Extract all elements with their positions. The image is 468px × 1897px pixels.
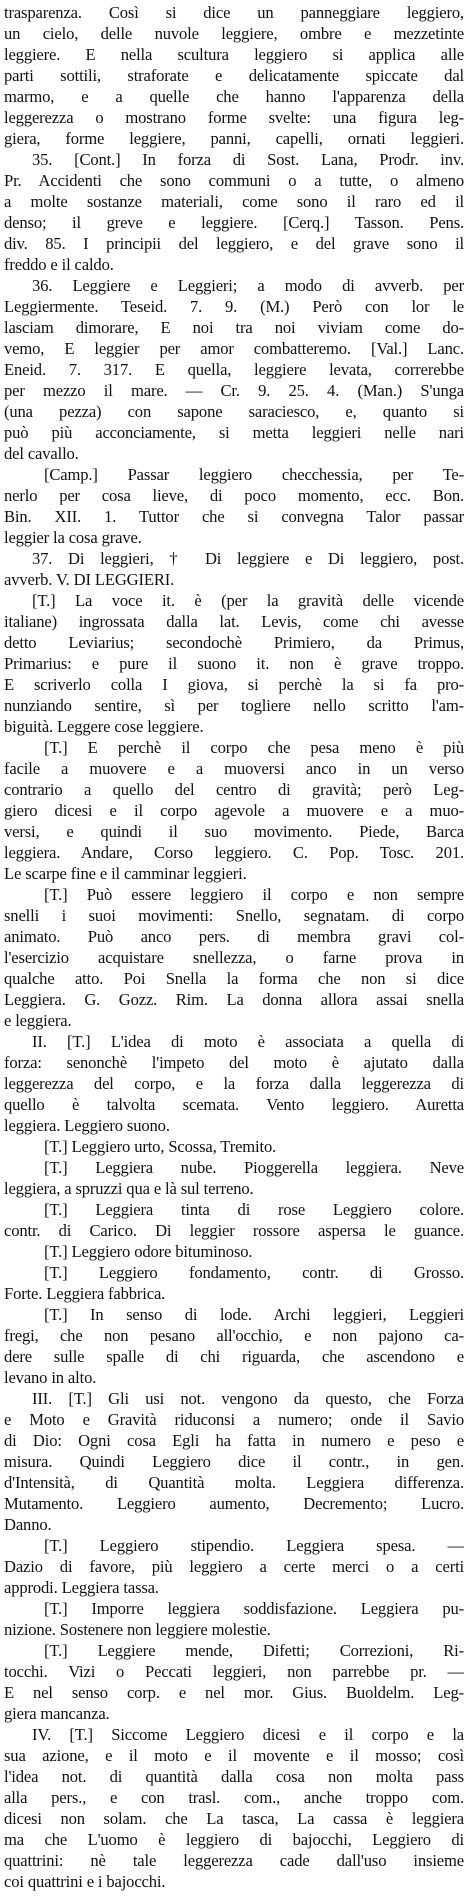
text-line: Bin. XII. 1. Tuttor che si convegna Talor passar: [4, 507, 464, 526]
text-line: leggiera. Andare, Corso leggiero. C. Pop. Tosc. 201.: [4, 843, 464, 862]
text-line: Mutamento. Leggiero aumento, Decremento; Lucro.: [4, 1494, 464, 1513]
text-line: giera mancanza.: [4, 1704, 110, 1723]
text-line: italiane) ingrossata dalla lat. Levis, come chi avesse: [4, 612, 464, 631]
text-line: ma che L'uomo è leggiero di bajocchi, Leggiero di: [4, 1830, 464, 1849]
text-line: misura. Quindi Leggiero dice il contr., in gen.: [4, 1452, 464, 1471]
entry-heading: [T.] Leggiera nube. Pioggerella leggiera. Neve: [44, 1158, 464, 1177]
text-line: leggiera, a spruzzi qua e là sul terreno.: [4, 1179, 254, 1198]
entry-heading: [T.] Leggiero odore bituminoso.: [44, 1242, 253, 1261]
text-line: per mezzo il mare. — Cr. 9. 25. 4. (Man.) S'unga: [4, 381, 464, 400]
text-line: E nel senso corp. e nel mor. Gius. Buoldelm. Leg-: [4, 1683, 464, 1702]
text-line: Pr. Accidenti che sono communi o a tutte, o almeno: [4, 171, 464, 190]
text-line: di Dio: Ogni cosa Egli ha fatta in numero e peso e: [4, 1431, 464, 1450]
text-line: Eneid. 7. 317. E quella, leggiere levata, correrebbe: [4, 360, 464, 379]
text-line: l'esercizio acquistare snellezza, o farne prova in: [4, 948, 464, 967]
entry-heading: [T.] Leggiero urto, Scossa, Tremito.: [44, 1137, 277, 1156]
text-line: nunziando sentire, sì per togliere nello scritto l'am-: [4, 696, 464, 715]
text-line: del cavallo.: [4, 444, 79, 463]
text-line: snelli i suoi movimenti: Snello, segnatam. di corpo: [4, 906, 464, 925]
text-line: facile a muovere e a muoversi anco in un verso: [4, 759, 464, 778]
text-line: trasparenza. Così si dice un panneggiare leggiero,: [4, 3, 464, 22]
text-line: versi, e quindi il suo movimento. Piede, Barca: [4, 822, 464, 841]
text-line: avverb. V. DI LEGGIERI.: [4, 570, 175, 589]
text-line: (una pezza) con sapone saraciesco, e, quanto si: [4, 402, 464, 421]
entry-heading: 35. [Cont.] In forza di Sost. Lana, Prodr. inv.: [32, 150, 464, 169]
text-line: e leggiera.: [4, 1011, 72, 1030]
text-line: forza: senonchè l'impeto del moto è ajutato dalla: [4, 1053, 464, 1072]
text-line: parti sottili, straforate e delicatamente spiccate dal: [4, 66, 464, 85]
entry-heading: [Camp.] Passar leggiero checchessia, per Te-: [44, 465, 464, 484]
text-line: leggier la cosa grave.: [4, 528, 142, 547]
text-line: qualche atto. Poi Snella la forma che non si dice: [4, 969, 464, 988]
text-line: Dazio di favore, più leggiero a certe merci o a certi: [4, 1557, 464, 1576]
text-line: alla pers., e con trasl. com., anche troppo com.: [4, 1788, 464, 1807]
entry-heading: [T.] In senso di lode. Archi leggieri, Leggieri: [44, 1305, 464, 1324]
text-line: marmo, e a quelle che hanno l'apparenza della: [4, 87, 464, 106]
entry-heading: IV. [T.] Siccome Leggiero dicesi e il corpo e la: [32, 1725, 464, 1744]
text-line: div. 85. I principii del leggiero, e del grave sono il: [4, 234, 464, 253]
text-line: leggerezza del corpo, e la forza dalla leggerezza di: [4, 1074, 464, 1093]
entry-heading: [T.] Leggiero fondamento, contr. di Grosso.: [44, 1263, 464, 1282]
text-line: dere sulle spalle di chi riguarda, che ascendono e: [4, 1347, 464, 1366]
text-line: Danno.: [4, 1515, 52, 1534]
text-line: Leggiermente. Teseid. 7. 9. (M.) Però con lor le: [4, 297, 464, 316]
entry-heading: III. [T.] Gli usi not. vengono da questo, che Forza: [32, 1389, 464, 1408]
text-line: nerlo per cosa lieve, di poco momento, ecc. Bon.: [4, 486, 464, 505]
text-line: Primarius: e pure il suono it. non è grave troppo.: [4, 654, 464, 673]
text-line: giero dicesi e il corpo agevole a muovere e a muo-: [4, 801, 464, 820]
text-line: nizione. Sostenere non leggiere molestie.: [4, 1620, 271, 1639]
text-line: denso; il greve e leggiere. [Cerq.] Tasson. Pens.: [4, 213, 464, 232]
text-line: levano in alto.: [4, 1368, 97, 1387]
entry-heading: 37. Di leggieri, † Di leggiere e Di leggiero, post.: [32, 549, 464, 568]
text-line: contrario a quello del centro di gravità; però Leg-: [4, 780, 464, 799]
entry-heading: 36. Leggiere e Leggieri; a modo di avverb. per: [32, 276, 464, 295]
text-line: coi quattrini e i bajocchi.: [4, 1872, 166, 1891]
entry-heading: [T.] E perchè il corpo che pesa meno è più: [44, 738, 464, 757]
entry-heading: II. [T.] L'idea di moto è associata a quella di: [32, 1032, 464, 1051]
text-line: leggiere. E nella scultura leggiero si applica alle: [4, 45, 464, 64]
text-line: può più acconciamente, si metta leggieri nelle nari: [4, 423, 464, 442]
text-line: leggerezza o mostrano forme svelte: una figura leg-: [4, 108, 464, 127]
text-line: contr. di Carico. Di leggier rossore aspersa le guance.: [4, 1221, 464, 1240]
text-line: detto Leviarius; secondochè Primiero, da Primus,: [4, 633, 464, 652]
text-line: E scriverlo colla I giova, si perchè la si fa pro-: [4, 675, 464, 694]
text-line: biguità. Leggere cose leggiere.: [4, 717, 204, 736]
text-line: Le scarpe fine e il camminar leggieri.: [4, 864, 247, 883]
text-line: approdi. Leggiera tassa.: [4, 1578, 159, 1597]
text-line: Forte. Leggiera fabbrica.: [4, 1284, 166, 1303]
entry-heading: [T.] Leggiero stipendio. Leggiera spesa. —: [44, 1536, 464, 1555]
text-line: sua azione, e il moto e il movente e il mosso; così: [4, 1746, 464, 1765]
text-line: giera, forme leggiere, panni, capelli, ornati leggieri.: [4, 129, 464, 148]
text-line: fregi, che non pesano all'occhio, e non pajono ca-: [4, 1326, 464, 1345]
text-line: lasciam dimorare, E noi tra noi viviam come do-: [4, 318, 464, 337]
text-line: vemo, E leggier per amor combatteremo. [Val.] Lanc.: [4, 339, 464, 358]
text-line: leggiera. Leggiero suono.: [4, 1116, 170, 1135]
entry-heading: [T.] Imporre leggiera soddisfazione. Leggiera pu-: [44, 1599, 464, 1618]
text-line: un cielo, delle nuvole leggiere, ombre e mezzetinte: [4, 24, 464, 43]
text-line: dicesi non solam. che La tasca, La cassa è leggiera: [4, 1809, 464, 1828]
text-line: a molte sostanze materiali, come sono il raro ed il: [4, 192, 464, 211]
text-line: freddo e il caldo.: [4, 255, 114, 274]
text-line: quattrini: nè tale leggerezza cade dall'uso insieme: [4, 1851, 464, 1870]
text-line: l'idea not. di quantità dalla cosa non molta pass: [4, 1767, 464, 1786]
entry-heading: [T.] Leggiere mende, Difetti; Correzioni, Ri-: [44, 1641, 464, 1660]
entry-heading: [T.] Può essere leggiero il corpo e non sempre: [44, 885, 464, 904]
text-line: quello è talvolta scemata. Vento leggiero. Auretta: [4, 1095, 464, 1114]
entry-heading: [T.] Leggiera tinta di rose Leggiero colore.: [44, 1200, 464, 1219]
text-line: e Moto e Gravità riduconsi a numero; onde il Savio: [4, 1410, 464, 1429]
text-line: Leggiera. G. Gozz. Rim. La donna allora assai snella: [4, 990, 464, 1009]
text-line: animato. Può anco pers. di membra gravi col-: [4, 927, 464, 946]
text-line: tocchi. Vizi o Peccati leggieri, non parrebbe pr. —: [4, 1662, 464, 1681]
text-line: d'Intensità, di Quantità molta. Leggiera differenza.: [4, 1473, 464, 1492]
entry-heading: [T.] La voce it. è (per la gravità delle vicende: [32, 591, 464, 610]
